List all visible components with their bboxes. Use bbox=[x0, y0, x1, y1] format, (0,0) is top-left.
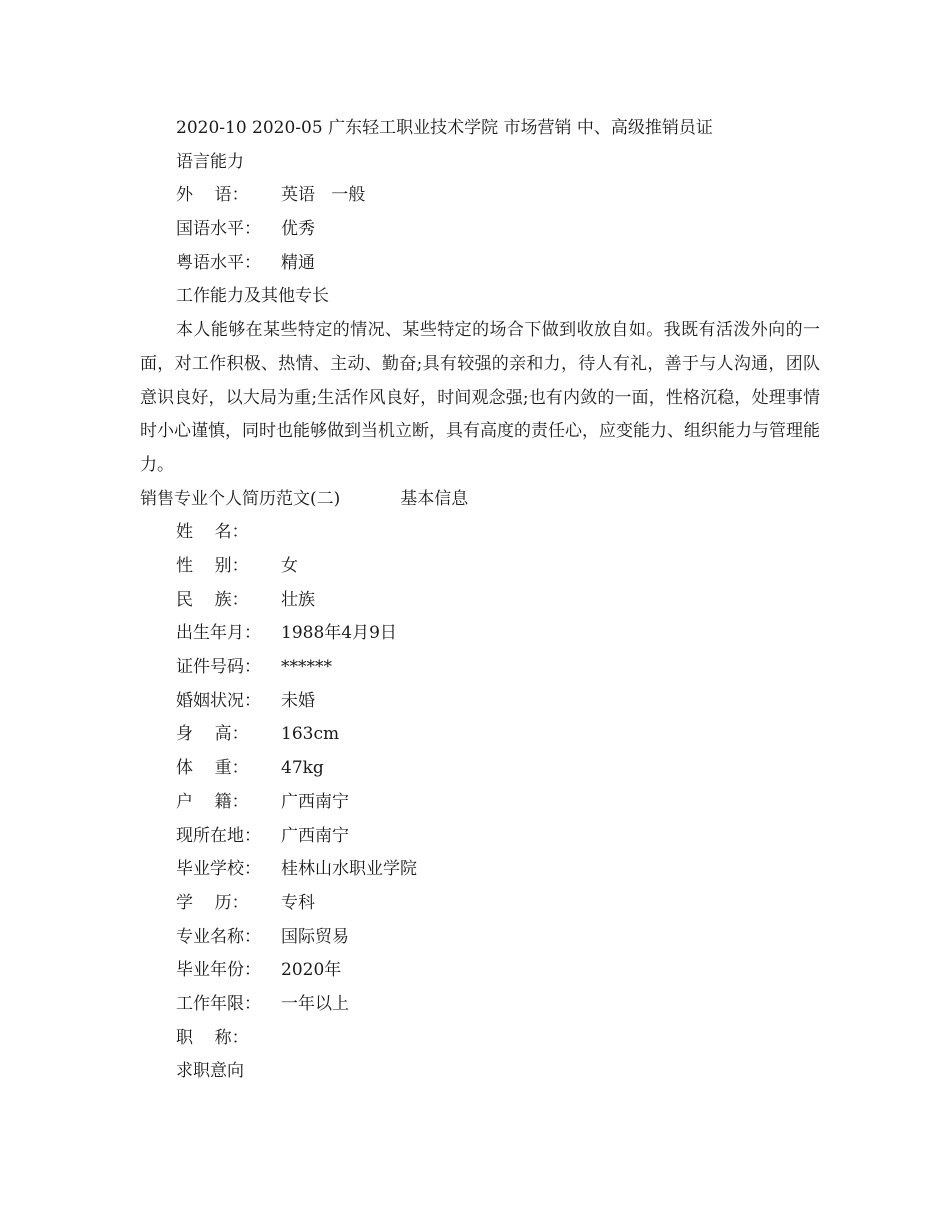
field-label: 民 族： bbox=[176, 589, 249, 610]
field-label: 学 历： bbox=[176, 892, 249, 913]
field-label: 出生年月： bbox=[176, 623, 261, 644]
field-value: 桂林山水职业学院 bbox=[281, 859, 417, 880]
info-row-id bbox=[140, 651, 820, 685]
resume2-title: 销售专业个人简历范文(二) bbox=[140, 488, 341, 509]
field-label: 婚姻状况： bbox=[176, 690, 261, 711]
info-row-name bbox=[140, 516, 820, 550]
language-row-foreign bbox=[140, 179, 820, 213]
info-row-weight bbox=[140, 752, 820, 786]
field-label: 毕业年份： bbox=[176, 960, 261, 981]
field-value: 壮族 bbox=[281, 589, 315, 610]
field-label: 姓 名： bbox=[176, 522, 249, 543]
field-value: 未婚 bbox=[281, 690, 315, 711]
field-label: 专业名称： bbox=[176, 926, 261, 947]
language-row-cantonese bbox=[140, 247, 820, 281]
field-value: 163cm bbox=[281, 724, 340, 745]
field-value: 国际贸易 bbox=[281, 926, 349, 947]
info-row-degree bbox=[140, 887, 820, 921]
field-label: 毕业学校： bbox=[176, 859, 261, 880]
field-value: 2020年 bbox=[281, 960, 342, 981]
field-label: 职 称： bbox=[176, 1027, 249, 1048]
info-row-major bbox=[140, 921, 820, 955]
field-value: 广西南宁 bbox=[281, 791, 349, 812]
field-label: 身 高： bbox=[176, 724, 249, 745]
info-row-hukou bbox=[140, 786, 820, 820]
field-value: 女 bbox=[281, 556, 298, 577]
info-row-gender bbox=[140, 550, 820, 584]
field-label: 证件号码： bbox=[176, 657, 261, 678]
field-value: 1988年4月9日 bbox=[281, 623, 397, 644]
field-value: 优秀 bbox=[281, 219, 315, 240]
field-value: ****** bbox=[281, 657, 332, 678]
skills-heading: 工作能力及其他专长 bbox=[176, 286, 329, 307]
skills-paragraph: 本人能够在某些特定的情况、某些特定的场合下做到收放自如。我既有活泼外向的一面，对工作积极、热情、主动、勤奋;具有较强的亲和力，待人有礼，善于与人沟通，团队意识良好，以大局为重;生活作风良好，时间观念强;也有内敛的一面，性格沉稳，处理事情时小心谨慎，同时也能够做到当机立断，具有高度的责任心，应变能力、组织能力与管理能力。 bbox=[140, 320, 820, 475]
info-row-marital bbox=[140, 685, 820, 719]
basic-info-heading: 基本信息 bbox=[400, 488, 469, 509]
language-row-mandarin bbox=[140, 213, 820, 247]
field-value: 一年以上 bbox=[281, 993, 349, 1014]
field-value: 精通 bbox=[281, 252, 315, 273]
field-label: 户 籍： bbox=[176, 791, 249, 812]
resume2-title-line bbox=[140, 483, 820, 517]
info-row-birth bbox=[140, 617, 820, 651]
job-intention-heading: 求职意向 bbox=[176, 1061, 244, 1082]
field-label: 外 语： bbox=[176, 185, 249, 206]
field-label: 性 别： bbox=[176, 556, 249, 577]
field-value: 专科 bbox=[281, 892, 315, 913]
info-row-experience bbox=[140, 988, 820, 1022]
field-value: 英语 一般 bbox=[281, 185, 366, 206]
info-row-title bbox=[140, 1022, 820, 1056]
field-label: 体 重： bbox=[176, 758, 249, 779]
document-page bbox=[140, 112, 820, 1089]
field-value: 广西南宁 bbox=[281, 825, 349, 846]
language-heading: 语言能力 bbox=[176, 151, 244, 172]
field-label: 国语水平： bbox=[176, 219, 261, 240]
info-row-location bbox=[140, 820, 820, 854]
field-label: 粤语水平： bbox=[176, 252, 261, 273]
info-row-grad-year bbox=[140, 954, 820, 988]
info-row-school bbox=[140, 853, 820, 887]
education-line: 2020-10 2020-05 广东轻工职业技术学院 市场营销 中、高级推销员证 bbox=[176, 118, 713, 138]
field-label: 现所在地： bbox=[176, 825, 261, 846]
info-row-height bbox=[140, 718, 820, 752]
field-label: 工作年限： bbox=[176, 993, 261, 1014]
info-row-ethnicity bbox=[140, 584, 820, 618]
field-value: 47kg bbox=[281, 758, 324, 779]
